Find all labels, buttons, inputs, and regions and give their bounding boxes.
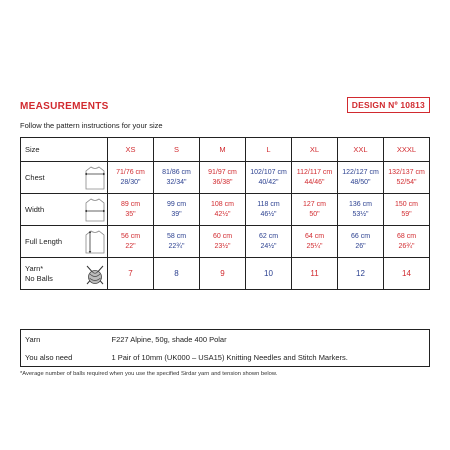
width-label: Width bbox=[21, 194, 83, 226]
chest-xxl: 122/127 cm 48/50" bbox=[338, 162, 384, 194]
chest-s: 81/86 cm 32/34" bbox=[154, 162, 200, 194]
chest-l: 102/107 cm 40/42" bbox=[246, 162, 292, 194]
length-m: 60 cm 23½" bbox=[200, 226, 246, 258]
also-need-label: You also need bbox=[21, 348, 108, 367]
yarn-row bbox=[21, 330, 430, 349]
size-header-row bbox=[21, 138, 430, 162]
size-xxxl: XXXL bbox=[384, 138, 430, 162]
intro-text: Follow the pattern instructions for your size bbox=[20, 121, 163, 130]
length-xxl: 66 cm 26" bbox=[338, 226, 384, 258]
length-l: 62 cm 24½" bbox=[246, 226, 292, 258]
yarn-ball-icon bbox=[83, 258, 108, 290]
length-xs: 56 cm 22" bbox=[108, 226, 154, 258]
chest-xl: 112/117 cm 44/46" bbox=[292, 162, 338, 194]
size-xxl: XXL bbox=[338, 138, 384, 162]
also-need-row bbox=[21, 348, 430, 367]
size-m: M bbox=[200, 138, 246, 162]
width-xs: 89 cm 35" bbox=[108, 194, 154, 226]
length-diagram-icon bbox=[83, 226, 108, 258]
length-row bbox=[21, 226, 430, 258]
length-label: Full Length bbox=[21, 226, 83, 258]
yarn-value: F227 Alpine, 50g, shade 400 Polar bbox=[108, 330, 430, 349]
balls-xxxl: 14 bbox=[384, 258, 430, 290]
width-diagram-icon bbox=[83, 194, 108, 226]
width-m: 108 cm 42½" bbox=[200, 194, 246, 226]
width-row bbox=[21, 194, 430, 226]
chest-diagram-icon bbox=[83, 162, 108, 194]
chest-m: 91/97 cm 36/38" bbox=[200, 162, 246, 194]
width-xxxl: 150 cm 59" bbox=[384, 194, 430, 226]
length-xxxl: 68 cm 26¾" bbox=[384, 226, 430, 258]
design-number-badge: DESIGN Nº 10813 bbox=[347, 97, 430, 113]
also-need-value: 1 Pair of 10mm (UK000 – USA15) Knitting Needles and Stitch Markers. bbox=[108, 348, 430, 367]
balls-s: 8 bbox=[154, 258, 200, 290]
length-s: 58 cm 22¾" bbox=[154, 226, 200, 258]
yarn-label: Yarn bbox=[21, 330, 108, 349]
chest-xxxl: 132/137 cm 52/54" bbox=[384, 162, 430, 194]
yarn-balls-label: Yarn* No Balls bbox=[21, 258, 83, 290]
length-xl: 64 cm 25¼" bbox=[292, 226, 338, 258]
width-l: 118 cm 46½" bbox=[246, 194, 292, 226]
size-l: L bbox=[246, 138, 292, 162]
balls-l: 10 bbox=[246, 258, 292, 290]
width-xl: 127 cm 50" bbox=[292, 194, 338, 226]
chest-xs: 71/76 cm 28/30" bbox=[108, 162, 154, 194]
yarn-balls-row bbox=[21, 258, 430, 290]
materials-table bbox=[20, 329, 430, 367]
footnote: *Average number of balls required when you use the specified Sirdar yarn and tension shown below. bbox=[20, 371, 278, 377]
width-s: 99 cm 39" bbox=[154, 194, 200, 226]
size-xl: XL bbox=[292, 138, 338, 162]
chest-label: Chest bbox=[21, 162, 83, 194]
balls-m: 9 bbox=[200, 258, 246, 290]
measurements-table bbox=[20, 137, 430, 290]
page-title: MEASUREMENTS bbox=[20, 101, 109, 112]
size-s: S bbox=[154, 138, 200, 162]
size-xs: XS bbox=[108, 138, 154, 162]
width-xxl: 136 cm 53½" bbox=[338, 194, 384, 226]
balls-xxl: 12 bbox=[338, 258, 384, 290]
chest-row bbox=[21, 162, 430, 194]
balls-xs: 7 bbox=[108, 258, 154, 290]
size-label: Size bbox=[21, 138, 108, 162]
balls-xl: 11 bbox=[292, 258, 338, 290]
